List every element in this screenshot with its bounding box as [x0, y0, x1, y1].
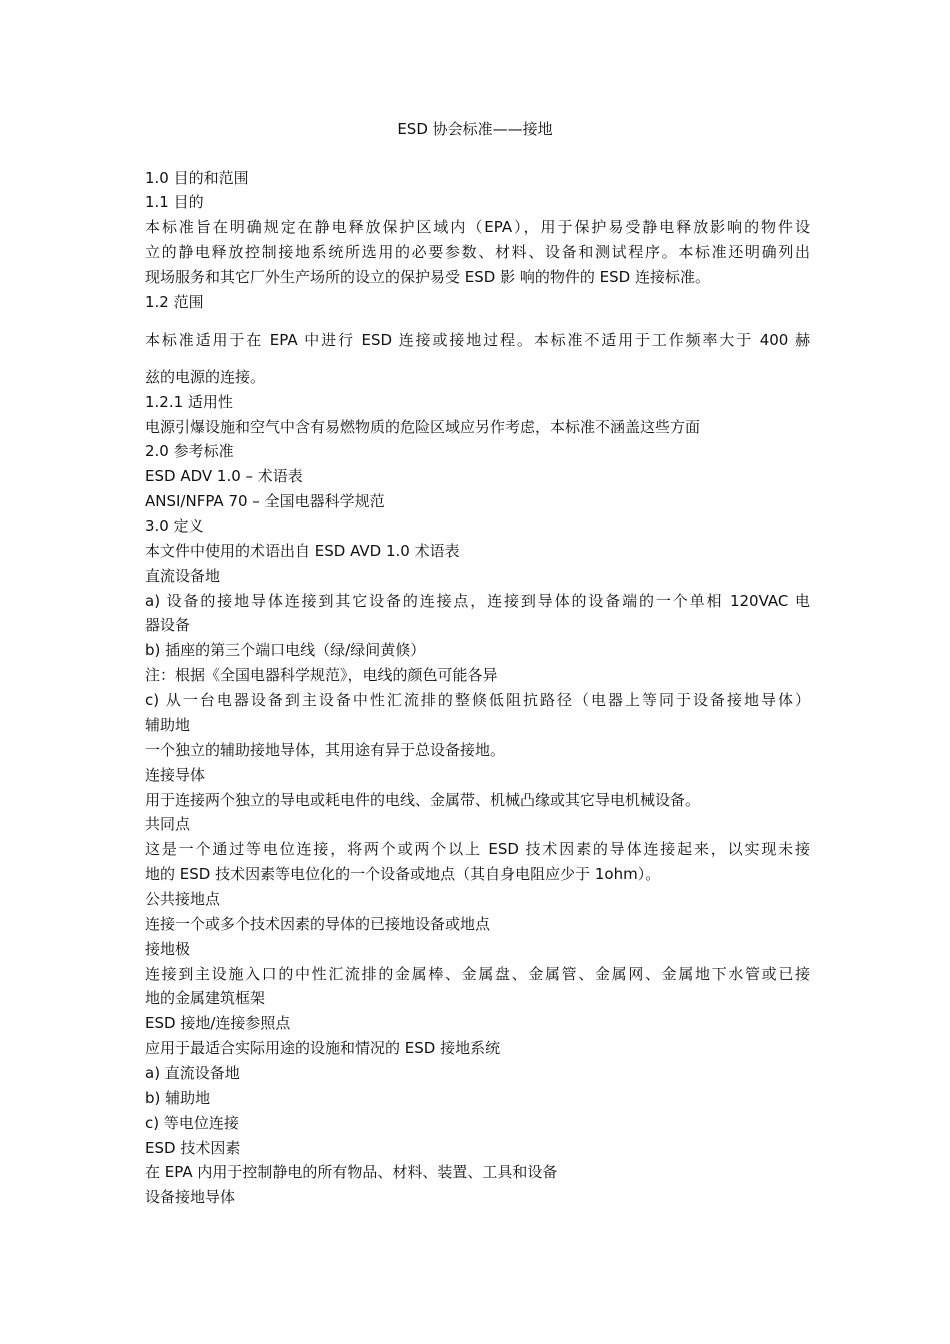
paragraph-line: 连接一个或多个技术因素的导体的已接地设备或地点 [145, 915, 491, 933]
term-heading: 设备接地导体 [145, 1188, 236, 1206]
paragraph-line: 在 EPA 内用于控制静电的所有物品、材料、装置、工具和设备 [145, 1163, 558, 1181]
list-item: b) 辅助地 [145, 1089, 211, 1107]
section-heading: 1.1 目的 [145, 193, 204, 211]
paragraph-line: 一个独立的辅助接地导体，其用途有异于总设备接地。 [145, 741, 506, 759]
paragraph-line: b) 插座的第三个端口电线（绿/绿间黄倏） [145, 641, 426, 659]
paragraph-line: 立的静电释放控制接地系统所选用的必要参数、材料、设备和测试程序。本标准还明确列出 [145, 243, 810, 261]
term-heading: 公共接地点 [145, 890, 221, 908]
note-line: 注：根据《全国电器科学规范》，电线的颜色可能各异 [145, 666, 498, 684]
document-title: ESD 协会标准——接地 [397, 120, 553, 138]
paragraph-line: 本标准旨在明确规定在静电释放保护区域内（EPA），用于保护易受静电释放影响的物件设 [145, 218, 810, 236]
section-heading: 1.2 范围 [145, 293, 204, 311]
reference-item: ANSI/NFPA 70 – 全国电器科学规范 [145, 492, 385, 510]
paragraph-line: 现场服务和其它厂外生产场所的设立的保护易受 ESD 影 响的物件的 ESD 连接标准。 [145, 268, 710, 286]
term-heading: 直流设备地 [145, 567, 221, 585]
paragraph-line: 兹的电源的连接。 [145, 368, 266, 386]
term-heading: 接地极 [145, 940, 191, 958]
term-heading: ESD 技术因素 [145, 1139, 241, 1157]
term-heading: 连接导体 [145, 766, 206, 784]
term-heading: 共同点 [145, 815, 191, 833]
paragraph-line: 地的 ESD 技术因素等电位化的一个设备或地点（其自身电阻应少于 1ohm）。 [145, 865, 661, 883]
section-heading: 3.0 定义 [145, 517, 204, 535]
paragraph-line: 用于连接两个独立的导电或耗电件的电线、金属带、机械凸缘或其它导电机械设备。 [145, 791, 701, 809]
section-heading: 1.0 目的和范围 [145, 169, 249, 187]
section-heading: 1.2.1 适用性 [145, 393, 233, 411]
paragraph-line: 地的金属建筑框架 [145, 989, 266, 1007]
paragraph-line: 器设备 [145, 616, 191, 634]
paragraph-line: 本标准适用于在 EPA 中进行 ESD 连接或接地过程。本标准不适用于工作频率大于 400 赫 [145, 331, 810, 349]
paragraph-line: 应用于最适合实际用途的设施和情况的 ESD 接地系统 [145, 1039, 501, 1057]
paragraph-line: c) 从一台电器设备到主设备中性汇流排的整倏低阻抗路径（电器上等同于设备接地导体） [145, 691, 810, 709]
paragraph-line: a) 设备的接地导体连接到其它设备的连接点，连接到导体的设备端的一个单相 120VAC 电 [145, 592, 810, 610]
term-heading: 辅助地 [145, 716, 191, 734]
paragraph-line: 这是一个通过等电位连接，将两个或两个以上 ESD 技术因素的导体连接起来，以实现未接 [145, 840, 810, 858]
paragraph-line: 本文件中使用的术语出自 ESD AVD 1.0 术语表 [145, 542, 460, 560]
reference-item: ESD ADV 1.0 – 术语表 [145, 467, 303, 485]
section-heading: 2.0 参考标准 [145, 442, 234, 460]
paragraph-line: 电源引爆设施和空气中含有易燃物质的危险区域应另作考虑，本标准不涵盖这些方面 [145, 418, 701, 436]
term-heading: ESD 接地/连接参照点 [145, 1014, 291, 1032]
list-item: c) 等电位连接 [145, 1114, 239, 1132]
list-item: a) 直流设备地 [145, 1064, 240, 1082]
paragraph-line: 连接到主设施入口的中性汇流排的金属棒、金属盘、金属管、金属网、金属地下水管或已接 [145, 965, 810, 983]
